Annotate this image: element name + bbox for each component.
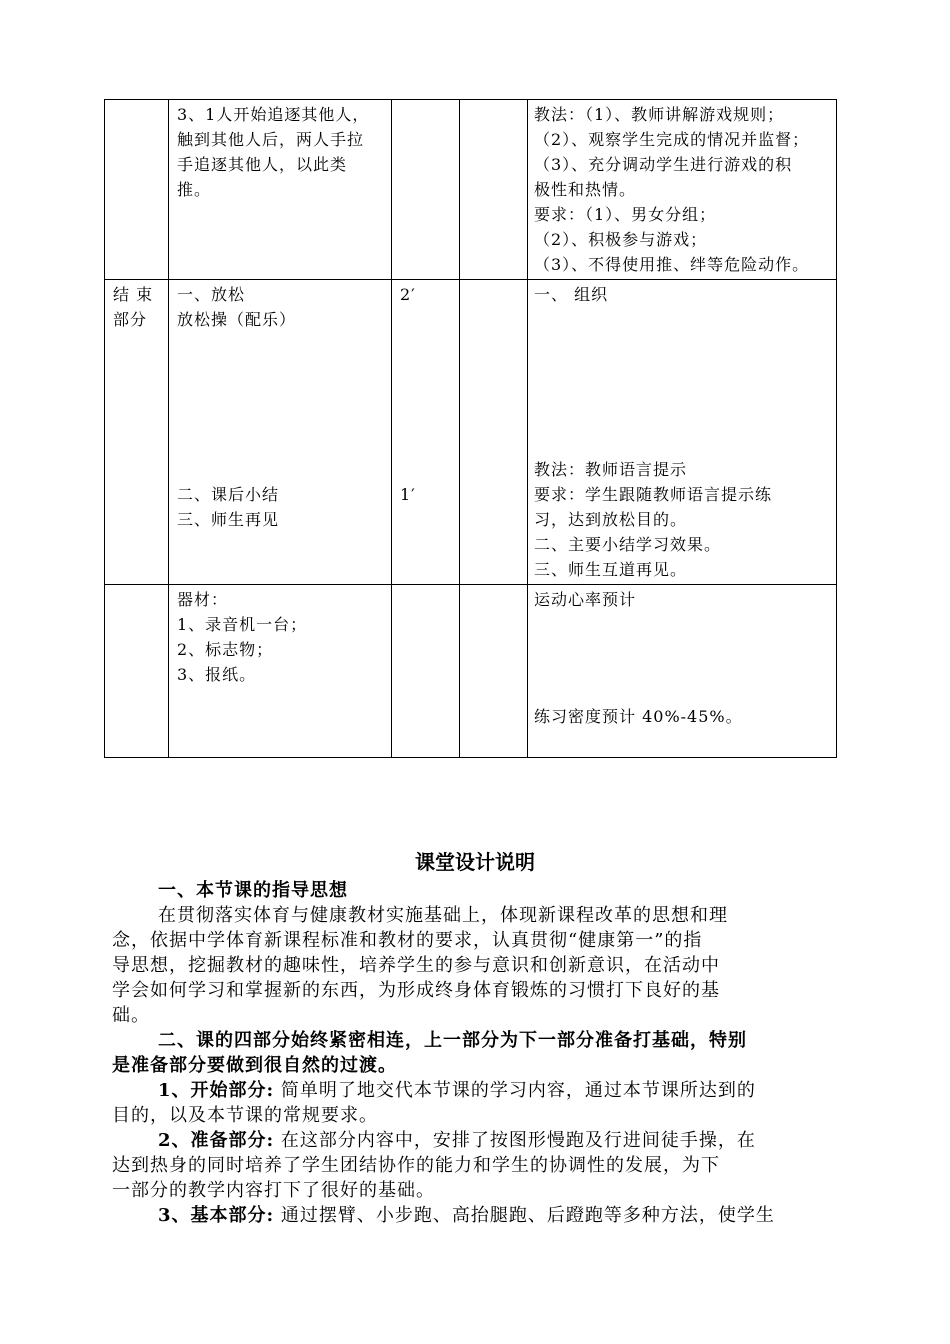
paragraph-warmup-part: 2、准备部分: 在这部分内容中，安排了按图形慢跑及行进间徒手操，在 达到热身的同时培养了学生团结协作的能力和学生的协调性的发展，为下 一部分的教学内容打下了很好的基础。 [112,1130,756,1201]
paragraph-start-part: 1、开始部分: 简单明了地交代本节课的学习内容，通过本节课所达到的 目的，以及本节课的常规要求。 [112,1080,756,1126]
content-line: 一、放松 [177,285,246,304]
content-line: 触到其他人后，两人手拉 [177,130,365,149]
method-cell [528,585,837,758]
count-cell [460,280,528,585]
content-cell [169,100,392,280]
time-cell [392,585,460,758]
section-cell [105,280,169,585]
lesson-plan-table [104,99,837,758]
content-line: 二、课后小结 [177,485,280,504]
section-label: 部分 [113,310,148,329]
design-notes [112,848,838,1228]
method-line: 练习密度预计 40%-45%。 [534,707,743,726]
paragraph: 在贯彻落实体育与健康教材实施基础上，体现新课程改革的思想和理 念，依据中学体育新课程标准和教材的要求，认真贯彻“健康第一”的指 导思想，挖掘教材的趣味性，培养学生的参与意识和创新意识，在活动中 学会如何学习和掌握新的东西，为形成终身体育锻炼的习惯打下良好的基 础。 [112,905,728,1026]
method-line: 三、师生互道再见。 [534,560,688,579]
content-cell [169,585,392,758]
content-line: 三、师生再见 [177,510,280,529]
content-line: 2、标志物； [177,640,274,659]
content-line: 手追逐其他人，以此类 [177,155,348,174]
section-label: 结 束 [113,285,154,304]
paragraph-basic-part: 3、基本部分: 通过摆臂、小步跑、高抬腿跑、后蹬跑等多种方法，使学生 [158,1205,775,1226]
method-line: 教法：教师语言提示 [534,460,688,479]
count-cell [460,585,528,758]
heading-four-parts: 二、课的四部分始终紧密相连，上一部分为下一部分准备打基础，特别 是准备部分要做到很自然的过渡。 [112,1030,747,1076]
heading-guiding-idea: 一、本节课的指导思想 [158,880,348,901]
section-cell [105,100,169,280]
content-line: 放松操（配乐） [177,310,297,329]
time-cell [392,100,460,280]
method-line: 要求：（1）、男女分组； [534,205,717,224]
content-line: 3、报纸。 [177,665,257,684]
content-cell [169,280,392,585]
time-value: 1′ [400,485,416,504]
content-line: 3、1人开始追逐其他人， [177,105,370,124]
content-line: 1、录音机一台； [177,615,308,634]
method-line: （3）、不得使用推、绊等危险动作。 [534,255,810,274]
method-cell [528,100,837,280]
page-title: 课堂设计说明 [415,850,535,874]
method-line: （3）、充分调动学生进行游戏的积 [534,155,793,174]
section-cell [105,585,169,758]
method-line: 习，达到放松目的。 [534,510,688,529]
table-row [105,585,837,758]
method-line: （2）、积极参与游戏； [534,230,708,249]
content-line: 器材： [177,590,229,609]
time-cell [392,280,460,585]
method-line: 运动心率预计 [534,590,637,609]
method-line: （2）、观察学生完成的情况并监督； [534,130,810,149]
count-cell [460,100,528,280]
time-value: 2′ [400,285,416,304]
method-cell [528,280,837,585]
method-line: 二、主要小结学习效果。 [534,535,722,554]
method-line: 要求：学生跟随教师语言提示练 [534,485,773,504]
method-line: 极性和热情。 [534,180,637,199]
method-line: 教法：（1）、教师讲解游戏规则； [534,105,785,124]
method-line: 一、 组织 [534,285,609,304]
table-row [105,280,837,585]
table-row [105,100,837,280]
content-line: 推。 [177,180,212,199]
